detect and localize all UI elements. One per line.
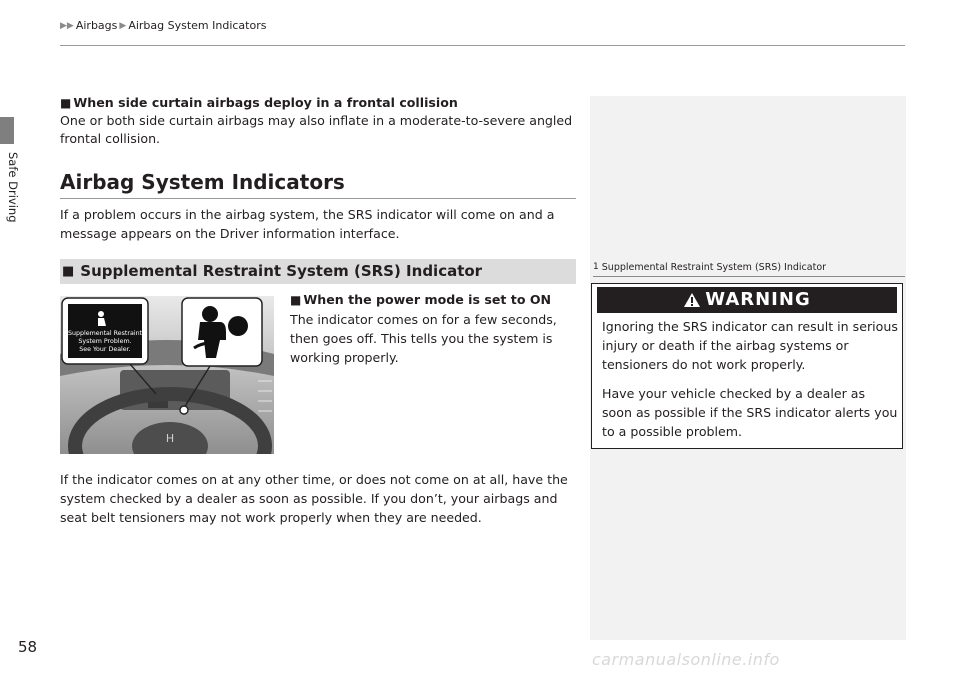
note-reference (593, 262, 826, 273)
side-curtain-section (60, 94, 580, 148)
breadcrumb-item-airbags[interactable]: Airbags (75, 19, 118, 32)
header-divider (60, 45, 905, 46)
dashboard-illustration (60, 296, 274, 454)
display-message-line-1: Supplemental Restraint (67, 330, 143, 337)
svg-text:H: H (165, 432, 175, 445)
square-bullet-icon: ■ (62, 264, 75, 279)
warning-box (591, 283, 903, 449)
breadcrumb-arrow-icon: ▶▶ (60, 20, 74, 31)
note-title[interactable]: Supplemental Restraint System (SRS) Indicator (601, 262, 827, 273)
note-number: 1 (593, 262, 599, 272)
note-divider (593, 276, 905, 277)
side-curtain-heading: When side curtain airbags deploy in a frontal collision (73, 95, 458, 110)
page-number: 58 (18, 638, 38, 656)
power-mode-section (290, 290, 580, 367)
square-bullet-icon: ■ (60, 96, 72, 110)
breadcrumb (60, 19, 266, 32)
side-tab-marker (0, 117, 14, 144)
dealer-check-text: If the indicator comes on at any other time, or does not come on at all, have the system checked by a dealer as soon as possible. If you don’t, your airbags and seat belt tensioners may not work properly when they are needed. (60, 472, 568, 525)
srs-section-header (60, 259, 576, 284)
breadcrumb-item-indicators[interactable]: Airbag System Indicators (128, 19, 267, 32)
breadcrumb-arrow-icon: ▶ (119, 20, 127, 31)
warning-triangle-icon (683, 292, 701, 308)
display-message-line-2: System Problem. (78, 338, 132, 345)
intro-text: If a problem occurs in the airbag system, the SRS indicator will come on and a message appears on the Driver information interface. (60, 207, 555, 241)
warning-header (597, 287, 897, 313)
warning-label: WARNING (705, 289, 811, 310)
page-title: Airbag System Indicators (60, 170, 345, 194)
title-divider (60, 198, 576, 199)
power-mode-heading: When the power mode is set to ON (303, 292, 552, 307)
square-bullet-icon: ■ (290, 293, 302, 307)
side-curtain-body: One or both side curtain airbags may also inflate in a moderate-to-severe angled frontal collision. (60, 113, 573, 146)
srs-section-title: Supplemental Restraint System (SRS) Indicator (80, 262, 483, 280)
warning-text-1: Ignoring the SRS indicator can result in serious injury or death if the airbag systems or tensioners do not work properly. (602, 319, 898, 372)
side-tab-label: Safe Driving (6, 152, 20, 223)
power-mode-body: The indicator comes on for a few seconds, then goes off. This tells you the system is working properly. (290, 312, 557, 365)
display-message-line-3: See Your Dealer. (79, 346, 131, 353)
warning-text-2: Have your vehicle checked by a dealer as soon as possible if the SRS indicator alerts you to a possible problem. (602, 386, 898, 439)
footer-watermark: carmanualsonline.info (592, 650, 780, 669)
